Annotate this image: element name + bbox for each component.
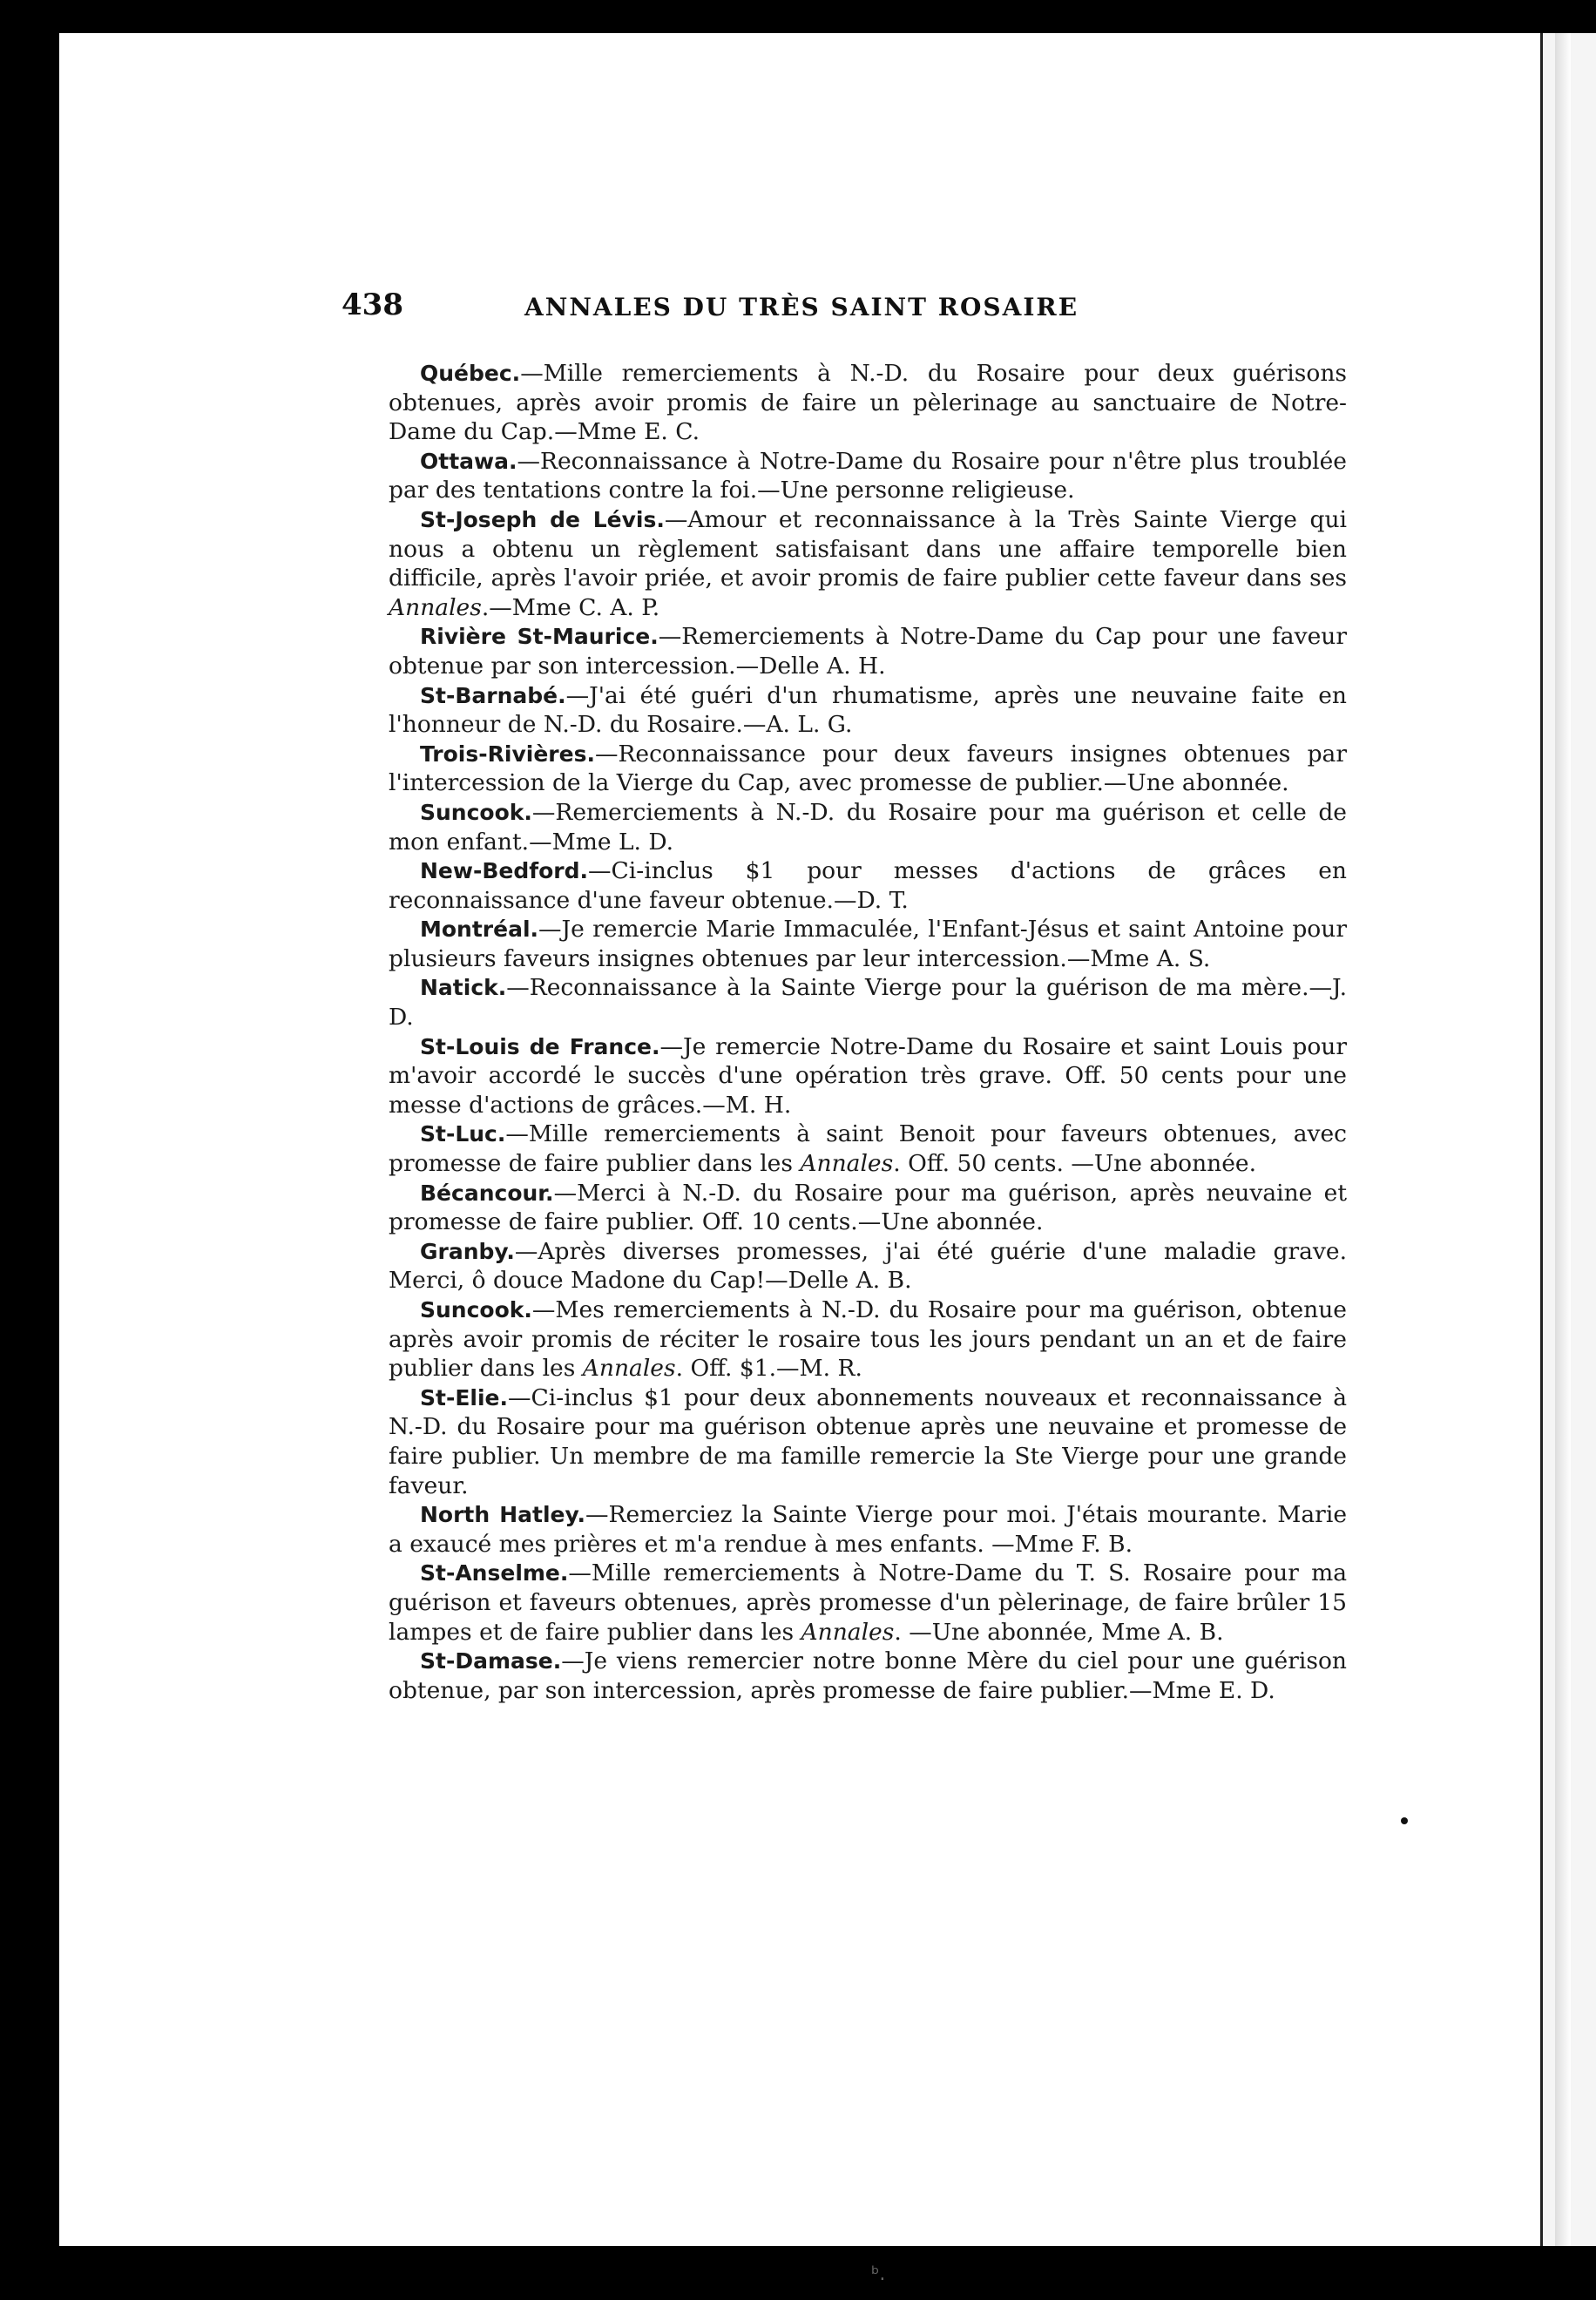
entry-text: —Remerciements à N.-D. du Rosaire pour ma guérison et celle de mon enfant.—Mme L. D. [389,798,1347,856]
entry-text: —Reconnaissance à Notre-Dame du Rosaire pour n'être plus troublée par des tentations contre la foi.—Une personne religieuse. [389,447,1347,504]
testimony-entry [389,1383,1347,1500]
entry-place: St-Barnabé. [420,682,566,708]
entry-place: St-Louis de France. [420,1033,660,1059]
entry-text: —Ci-inclus $1 pour messes d'actions de grâces en reconnaissance d'une faveur obtenue.—D. T. [389,857,1347,914]
entry-place: St-Elie. [420,1384,509,1410]
entry-place: Québec. [420,361,521,386]
testimony-entry [389,447,1347,505]
testimony-entry [389,505,1347,622]
entry-place: North Hatley. [420,1502,586,1528]
testimony-entry [389,1559,1347,1647]
entry-place: Rivière St-Maurice. [420,624,659,650]
entry-text: —Remerciements à Notre-Dame du Cap pour une faveur obtenue par son intercession.—Delle A. H. [389,623,1347,680]
article-body [389,359,1347,1705]
print-speck [1401,1817,1408,1824]
testimony-entry [389,1295,1347,1383]
running-title: ANNALES DU TRÈS SAINT ROSAIRE [524,293,1079,321]
testimony-entry [389,1120,1347,1178]
entry-place: Montréal. [420,917,539,943]
entry-text: —Amour et reconnaissance à la Très Sainte Vierge qui nous a obtenu un règlement satisfaisant dans une affaire temporelle bien difficile, après l'avoir priée, et avoir promis de faire publier cette faveur dans ses Annales.—Mme C. A. P. [389,505,1347,621]
testimony-entry [389,681,1347,740]
entry-place: New-Bedford. [420,858,589,884]
entry-place: Bécancour. [420,1180,554,1206]
testimony-entry [389,359,1347,447]
entry-text: —J'ai été guéri d'un rhumatisme, après une neuvaine faite en l'honneur de N.-D. du Rosaire.—A. L. G. [389,681,1347,739]
entry-text: —Mille remerciements à saint Benoit pour faveurs obtenues, avec promesse de faire publier dans les Annales. Off. 50 cents. —Une abonnée. [389,1120,1347,1178]
entry-place: St-Luc. [420,1121,506,1147]
testimony-entry [389,1179,1347,1237]
testimony-entry [389,740,1347,798]
entry-text: —Reconnaissance pour deux faveurs insignes obtenues par l'intercession de la Vierge du Cap, avec promesse de publier.—Une abonnée. [389,740,1347,797]
entry-text: —Merci à N.-D. du Rosaire pour ma guérison, après neuvaine et promesse de faire publier. Off. 10 cents.—Une abonnée. [389,1179,1347,1236]
testimony-entry [389,915,1347,973]
testimony-entry [389,973,1347,1032]
testimony-entry [389,798,1347,856]
entry-place: Granby. [420,1238,515,1264]
testimony-entry [389,1237,1347,1295]
entry-place: St-Joseph de Lévis. [420,506,665,532]
testimony-entry [389,1647,1347,1705]
adjacent-page-edge [1540,33,1596,2246]
page-number: 438 [342,288,403,322]
testimony-entry [389,1500,1347,1559]
entry-text: —Après diverses promesses, j'ai été guérie d'une maladie grave. Merci, ô douce Madone du Cap!—Delle A. B. [389,1237,1347,1295]
entry-text: —Je remercie Notre-Dame du Rosaire et saint Louis pour m'avoir accordé le succès d'une opération très grave. Off. 50 cents pour une messe d'actions de grâces.—M. H. [389,1032,1348,1119]
entry-place: Suncook. [420,1297,532,1322]
footer-mark: ᵇ. [871,2263,886,2285]
entry-place: Trois-Rivières. [420,741,595,767]
testimony-entry [389,1032,1347,1120]
entry-place: Ottawa. [420,448,517,474]
entry-place: Natick. [420,975,507,1001]
entry-text: —Mes remerciements à N.-D. du Rosaire pour ma guérison, obtenue après avoir promis de réciter le rosaire tous les jours pendant un an et de faire publier dans les Annales. Off. $1.—M. R. [389,1296,1347,1383]
entry-text: —Mille remerciements à Notre-Dame du T. S. Rosaire pour ma guérison et faveurs obtenues, après promesse d'un pèlerinage, de faire brûler 15 lampes et de faire publier dans les Annales. —Une abonnée, Mme A. B. [389,1559,1347,1646]
entry-place: Suncook. [420,799,532,825]
testimony-entry [389,622,1347,680]
entry-text: —Mille remerciements à N.-D. du Rosaire pour deux guérisons obtenues, après avoir promis de faire un pèlerinage au sanctuaire de Notre-Dame du Cap.—Mme E. C. [389,360,1347,446]
entry-text: —Ci-inclus $1 pour deux abonnements nouveaux et reconnaissance à N.-D. du Rosaire pour ma guérison obtenue après une neuvaine et promesse de faire publier. Un membre de ma famille remercie la Ste Vierge pour une grande faveur. [389,1383,1347,1499]
entry-place: St-Anselme. [420,1560,569,1586]
entry-text: —Remerciez la Sainte Vierge pour moi. J'étais mourante. Marie a exaucé mes prières et m'a rendue à mes enfants. —Mme F. B. [389,1501,1348,1558]
testimony-entry [389,856,1347,915]
entry-text: —Je remercie Marie Immaculée, l'Enfant-Jésus et saint Antoine pour plusieurs faveurs insignes obtenues par leur intercession.—Mme A. S. [389,916,1347,972]
entry-text: —Je viens remercier notre bonne Mère du ciel pour une guérison obtenue, par son intercession, après promesse de faire publier.—Mme E. D. [389,1647,1347,1704]
entry-place: St-Damase. [420,1648,562,1674]
entry-text: —Reconnaissance à la Sainte Vierge pour la guérison de ma mère.—J. D. [389,974,1347,1032]
